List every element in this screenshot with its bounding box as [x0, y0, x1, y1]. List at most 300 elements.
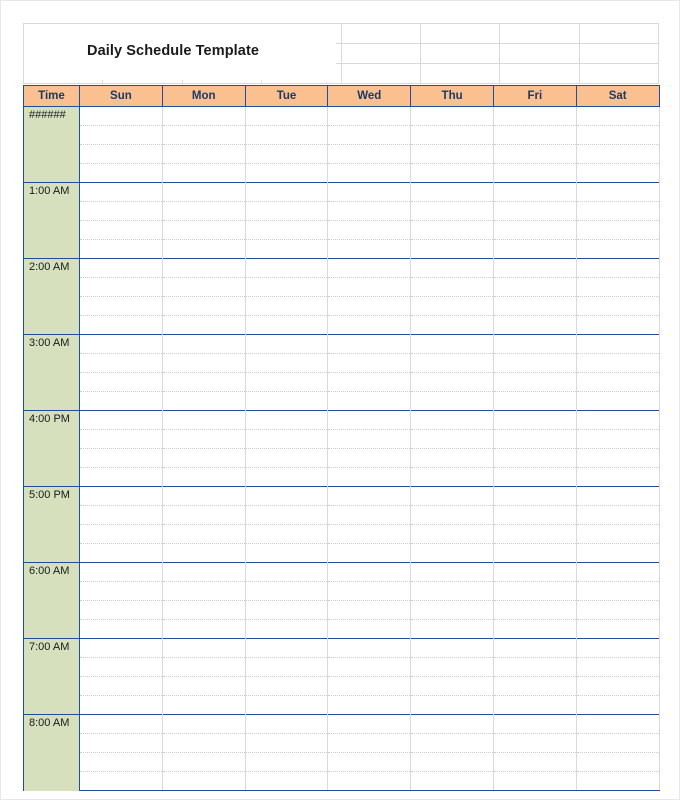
- schedule-cell[interactable]: [576, 221, 659, 240]
- schedule-cell[interactable]: [245, 164, 328, 183]
- schedule-cell[interactable]: [162, 677, 245, 696]
- schedule-cell[interactable]: [245, 316, 328, 335]
- schedule-cell[interactable]: [493, 126, 576, 145]
- schedule-cell[interactable]: [328, 240, 411, 259]
- schedule-cell[interactable]: [576, 202, 659, 221]
- schedule-cell[interactable]: [80, 278, 163, 297]
- column-header-sun: Sun: [80, 86, 163, 107]
- schedule-cell[interactable]: [80, 734, 163, 753]
- schedule-cell[interactable]: [576, 582, 659, 601]
- schedule-cell[interactable]: [80, 316, 163, 335]
- schedule-cell[interactable]: [576, 259, 659, 278]
- schedule-cell[interactable]: [328, 145, 411, 164]
- schedule-cell[interactable]: [411, 639, 494, 658]
- schedule-cell[interactable]: [162, 734, 245, 753]
- title-grid-cell: [341, 44, 420, 64]
- schedule-cell[interactable]: [493, 487, 576, 506]
- table-row: [24, 107, 660, 126]
- schedule-cell[interactable]: [80, 658, 163, 677]
- schedule-cell[interactable]: [576, 696, 659, 715]
- table-row: [24, 506, 660, 525]
- schedule-cell[interactable]: [162, 297, 245, 316]
- schedule-cell[interactable]: [328, 107, 411, 126]
- schedule-cell[interactable]: [245, 183, 328, 202]
- schedule-cell[interactable]: [411, 658, 494, 677]
- schedule-cell[interactable]: [80, 126, 163, 145]
- schedule-cell[interactable]: [245, 487, 328, 506]
- schedule-cell[interactable]: [80, 772, 163, 791]
- schedule-cell[interactable]: [576, 677, 659, 696]
- schedule-cell[interactable]: [162, 164, 245, 183]
- schedule-cell[interactable]: [80, 696, 163, 715]
- schedule-cell[interactable]: [411, 392, 494, 411]
- schedule-cell[interactable]: [162, 202, 245, 221]
- schedule-cell[interactable]: [80, 183, 163, 202]
- schedule-cell[interactable]: [162, 221, 245, 240]
- schedule-cell[interactable]: [493, 392, 576, 411]
- schedule-cell[interactable]: [245, 449, 328, 468]
- schedule-cell[interactable]: [576, 107, 659, 126]
- schedule-cell[interactable]: [245, 525, 328, 544]
- schedule-cell[interactable]: [493, 430, 576, 449]
- schedule-cell[interactable]: [245, 734, 328, 753]
- schedule-cell[interactable]: [576, 316, 659, 335]
- title-grid-cell: [420, 44, 499, 64]
- table-row: [24, 145, 660, 164]
- schedule-cell[interactable]: [80, 449, 163, 468]
- schedule-cell[interactable]: [411, 430, 494, 449]
- schedule-cell[interactable]: [576, 449, 659, 468]
- schedule-cell[interactable]: [328, 487, 411, 506]
- column-header-thu: Thu: [411, 86, 494, 107]
- schedule-cell[interactable]: [411, 183, 494, 202]
- table-row: [24, 563, 660, 582]
- schedule-cell[interactable]: [493, 335, 576, 354]
- schedule-cell[interactable]: [493, 715, 576, 734]
- schedule-cell[interactable]: [80, 563, 163, 582]
- table-row: [24, 582, 660, 601]
- schedule-cell[interactable]: [80, 392, 163, 411]
- schedule-cell[interactable]: [328, 411, 411, 430]
- schedule-cell[interactable]: [162, 107, 245, 126]
- schedule-cell[interactable]: [245, 373, 328, 392]
- schedule-cell[interactable]: [80, 202, 163, 221]
- table-row: [24, 259, 660, 278]
- schedule-cell[interactable]: [576, 240, 659, 259]
- schedule-cell[interactable]: [80, 430, 163, 449]
- table-row: [24, 487, 660, 506]
- schedule-cell[interactable]: [493, 449, 576, 468]
- schedule-cell[interactable]: [328, 335, 411, 354]
- schedule-cell[interactable]: [162, 487, 245, 506]
- table-row: [24, 449, 660, 468]
- schedule-cell[interactable]: [493, 183, 576, 202]
- schedule-cell[interactable]: [245, 544, 328, 563]
- column-header-mon: Mon: [162, 86, 245, 107]
- table-row: [24, 753, 660, 772]
- schedule-cell[interactable]: [328, 183, 411, 202]
- schedule-cell[interactable]: [162, 145, 245, 164]
- schedule-cell[interactable]: [493, 468, 576, 487]
- table-row: [24, 164, 660, 183]
- schedule-cell[interactable]: [245, 411, 328, 430]
- schedule-cell[interactable]: [328, 221, 411, 240]
- schedule-cell[interactable]: [328, 392, 411, 411]
- schedule-cell[interactable]: [245, 563, 328, 582]
- table-row: [24, 544, 660, 563]
- schedule-cell[interactable]: [162, 715, 245, 734]
- schedule-cell[interactable]: [493, 240, 576, 259]
- schedule-cell[interactable]: [80, 373, 163, 392]
- schedule-cell[interactable]: [411, 544, 494, 563]
- schedule-cell[interactable]: [493, 639, 576, 658]
- table-row: [24, 335, 660, 354]
- schedule-cell[interactable]: [493, 525, 576, 544]
- table-row: [24, 525, 660, 544]
- schedule-cell[interactable]: [80, 715, 163, 734]
- schedule-cell[interactable]: [493, 506, 576, 525]
- schedule-cell[interactable]: [80, 221, 163, 240]
- column-header-time: Time: [24, 86, 80, 107]
- schedule-cell[interactable]: [245, 620, 328, 639]
- schedule-cell[interactable]: [80, 582, 163, 601]
- time-cell: ######: [24, 107, 80, 183]
- schedule-cell[interactable]: [411, 620, 494, 639]
- column-header-tue: Tue: [245, 86, 328, 107]
- schedule-cell[interactable]: [411, 506, 494, 525]
- schedule-cell[interactable]: [245, 753, 328, 772]
- schedule-cell[interactable]: [411, 563, 494, 582]
- schedule-cell[interactable]: [245, 145, 328, 164]
- schedule-cell[interactable]: [80, 525, 163, 544]
- schedule-cell[interactable]: [576, 145, 659, 164]
- schedule-cell[interactable]: [245, 335, 328, 354]
- schedule-cell[interactable]: [328, 449, 411, 468]
- schedule-cell[interactable]: [576, 468, 659, 487]
- schedule-cell[interactable]: [328, 506, 411, 525]
- schedule-cell[interactable]: [411, 316, 494, 335]
- schedule-cell[interactable]: [411, 145, 494, 164]
- schedule-cell[interactable]: [493, 601, 576, 620]
- schedule-cell[interactable]: [162, 525, 245, 544]
- table-row: [24, 696, 660, 715]
- column-header-fri: Fri: [493, 86, 576, 107]
- schedule-cell[interactable]: [245, 126, 328, 145]
- title-grid-cell: [579, 24, 658, 44]
- schedule-cell[interactable]: [493, 582, 576, 601]
- schedule-cell[interactable]: [328, 259, 411, 278]
- schedule-cell[interactable]: [411, 525, 494, 544]
- schedule-cell[interactable]: [411, 164, 494, 183]
- schedule-cell[interactable]: [245, 107, 328, 126]
- schedule-cell[interactable]: [576, 772, 659, 791]
- schedule-cell[interactable]: [493, 354, 576, 373]
- table-row: [24, 430, 660, 449]
- schedule-cell[interactable]: [493, 696, 576, 715]
- schedule-cell[interactable]: [80, 411, 163, 430]
- schedule-cell[interactable]: [328, 601, 411, 620]
- schedule-cell[interactable]: [80, 297, 163, 316]
- schedule-cell[interactable]: [80, 506, 163, 525]
- schedule-cell[interactable]: [576, 430, 659, 449]
- schedule-cell[interactable]: [162, 753, 245, 772]
- schedule-cell[interactable]: [576, 392, 659, 411]
- schedule-cell[interactable]: [80, 601, 163, 620]
- schedule-cell[interactable]: [328, 373, 411, 392]
- schedule-cell[interactable]: [493, 411, 576, 430]
- schedule-cell[interactable]: [80, 753, 163, 772]
- schedule-cell[interactable]: [576, 297, 659, 316]
- schedule-cell[interactable]: [576, 715, 659, 734]
- schedule-cell[interactable]: [245, 278, 328, 297]
- title-grid-cell: [500, 64, 579, 84]
- schedule-cell[interactable]: [576, 373, 659, 392]
- schedule-cell[interactable]: [576, 354, 659, 373]
- schedule-cell[interactable]: [411, 354, 494, 373]
- schedule-cell[interactable]: [576, 620, 659, 639]
- schedule-cell[interactable]: [576, 639, 659, 658]
- schedule-cell[interactable]: [80, 335, 163, 354]
- schedule-cell[interactable]: [411, 126, 494, 145]
- schedule-cell[interactable]: [162, 772, 245, 791]
- schedule-cell[interactable]: [162, 506, 245, 525]
- schedule-cell[interactable]: [493, 620, 576, 639]
- schedule-cell[interactable]: [411, 753, 494, 772]
- schedule-cell[interactable]: [162, 354, 245, 373]
- schedule-cell[interactable]: [493, 145, 576, 164]
- schedule-cell[interactable]: [493, 316, 576, 335]
- schedule-cell[interactable]: [245, 582, 328, 601]
- schedule-cell[interactable]: [493, 297, 576, 316]
- schedule-cell[interactable]: [411, 278, 494, 297]
- schedule-cell[interactable]: [576, 335, 659, 354]
- schedule-cell[interactable]: [411, 449, 494, 468]
- schedule-cell[interactable]: [245, 506, 328, 525]
- schedule-cell[interactable]: [328, 468, 411, 487]
- table-row: [24, 278, 660, 297]
- time-cell: 8:00 AM: [24, 715, 80, 791]
- schedule-cell[interactable]: [411, 240, 494, 259]
- table-row: [24, 715, 660, 734]
- schedule-cell[interactable]: [328, 696, 411, 715]
- schedule-cell[interactable]: [162, 639, 245, 658]
- schedule-cell[interactable]: [162, 259, 245, 278]
- schedule-cell[interactable]: [493, 544, 576, 563]
- schedule-cell[interactable]: [576, 658, 659, 677]
- schedule-cell[interactable]: [162, 411, 245, 430]
- schedule-cell[interactable]: [80, 145, 163, 164]
- table-row: [24, 639, 660, 658]
- schedule-cell[interactable]: [411, 677, 494, 696]
- schedule-cell[interactable]: [411, 259, 494, 278]
- table-row: [24, 392, 660, 411]
- schedule-cell[interactable]: [162, 696, 245, 715]
- schedule-cell[interactable]: [162, 544, 245, 563]
- schedule-cell[interactable]: [245, 696, 328, 715]
- schedule-cell[interactable]: [576, 278, 659, 297]
- schedule-cell[interactable]: [328, 582, 411, 601]
- schedule-cell[interactable]: [162, 601, 245, 620]
- schedule-cell[interactable]: [80, 544, 163, 563]
- schedule-cell[interactable]: [493, 259, 576, 278]
- schedule-cell[interactable]: [328, 772, 411, 791]
- schedule-cell[interactable]: [411, 373, 494, 392]
- table-row: [24, 183, 660, 202]
- schedule-cell[interactable]: [162, 240, 245, 259]
- schedule-cell[interactable]: [328, 734, 411, 753]
- page-title: Daily Schedule Template: [85, 43, 265, 59]
- schedule-cell[interactable]: [411, 202, 494, 221]
- schedule-cell[interactable]: [576, 734, 659, 753]
- schedule-cell[interactable]: [328, 202, 411, 221]
- time-cell: 7:00 AM: [24, 639, 80, 715]
- schedule-cell[interactable]: [162, 468, 245, 487]
- schedule-cell[interactable]: [245, 202, 328, 221]
- schedule-cell[interactable]: [245, 658, 328, 677]
- schedule-cell[interactable]: [162, 658, 245, 677]
- schedule-cell[interactable]: [328, 297, 411, 316]
- schedule-cell[interactable]: [493, 753, 576, 772]
- table-row: [24, 126, 660, 145]
- schedule-cell[interactable]: [328, 753, 411, 772]
- schedule-cell[interactable]: [411, 696, 494, 715]
- schedule-cell[interactable]: [245, 715, 328, 734]
- schedule-cell[interactable]: [493, 677, 576, 696]
- schedule-cell[interactable]: [162, 449, 245, 468]
- schedule-cell[interactable]: [493, 278, 576, 297]
- schedule-cell[interactable]: [576, 753, 659, 772]
- schedule-cell[interactable]: [245, 677, 328, 696]
- table-row: [24, 373, 660, 392]
- schedule-cell[interactable]: [80, 677, 163, 696]
- schedule-cell[interactable]: [328, 354, 411, 373]
- schedule-cell[interactable]: [576, 164, 659, 183]
- schedule-cell[interactable]: [576, 601, 659, 620]
- schedule-cell[interactable]: [411, 411, 494, 430]
- schedule-cell[interactable]: [80, 259, 163, 278]
- schedule-cell[interactable]: [328, 316, 411, 335]
- schedule-cell[interactable]: [493, 734, 576, 753]
- schedule-cell[interactable]: [80, 240, 163, 259]
- schedule-cell[interactable]: [411, 297, 494, 316]
- schedule-cell[interactable]: [576, 506, 659, 525]
- schedule-cell[interactable]: [162, 373, 245, 392]
- schedule-cell[interactable]: [411, 487, 494, 506]
- schedule-cell[interactable]: [576, 487, 659, 506]
- schedule-cell[interactable]: [162, 620, 245, 639]
- schedule-cell[interactable]: [328, 126, 411, 145]
- schedule-cell[interactable]: [162, 183, 245, 202]
- schedule-cell[interactable]: [493, 202, 576, 221]
- schedule-cell[interactable]: [411, 221, 494, 240]
- schedule-cell[interactable]: [411, 734, 494, 753]
- schedule-cell[interactable]: [245, 297, 328, 316]
- schedule-cell[interactable]: [80, 639, 163, 658]
- schedule-cell[interactable]: [162, 278, 245, 297]
- schedule-cell[interactable]: [245, 240, 328, 259]
- schedule-cell[interactable]: [411, 582, 494, 601]
- schedule-cell[interactable]: [245, 430, 328, 449]
- schedule-cell[interactable]: [493, 164, 576, 183]
- schedule-cell[interactable]: [411, 715, 494, 734]
- schedule-cell[interactable]: [411, 468, 494, 487]
- schedule-cell[interactable]: [80, 164, 163, 183]
- schedule-cell[interactable]: [411, 601, 494, 620]
- time-cell: 5:00 PM: [24, 487, 80, 563]
- schedule-cell[interactable]: [576, 544, 659, 563]
- schedule-cell[interactable]: [493, 563, 576, 582]
- schedule-cell[interactable]: [328, 544, 411, 563]
- table-row: [24, 411, 660, 430]
- table-row: [24, 316, 660, 335]
- schedule-cell[interactable]: [80, 620, 163, 639]
- table-row: [24, 677, 660, 696]
- schedule-cell[interactable]: [245, 772, 328, 791]
- schedule-cell[interactable]: [576, 563, 659, 582]
- title-grid-cell: [579, 44, 658, 64]
- schedule-cell[interactable]: [328, 620, 411, 639]
- schedule-cell[interactable]: [328, 430, 411, 449]
- schedule-cell[interactable]: [493, 373, 576, 392]
- schedule-cell[interactable]: [80, 107, 163, 126]
- title-grid-cell: [341, 64, 420, 84]
- title-grid-cell: [500, 44, 579, 64]
- schedule-cell[interactable]: [162, 392, 245, 411]
- schedule-cell[interactable]: [493, 658, 576, 677]
- schedule-cell[interactable]: [162, 582, 245, 601]
- time-cell: 4:00 PM: [24, 411, 80, 487]
- schedule-cell[interactable]: [245, 354, 328, 373]
- schedule-cell[interactable]: [162, 335, 245, 354]
- schedule-cell[interactable]: [576, 525, 659, 544]
- schedule-cell[interactable]: [328, 677, 411, 696]
- schedule-cell[interactable]: [80, 468, 163, 487]
- schedule-cell[interactable]: [576, 183, 659, 202]
- schedule-cell[interactable]: [411, 335, 494, 354]
- schedule-cell[interactable]: [245, 392, 328, 411]
- schedule-cell[interactable]: [162, 126, 245, 145]
- schedule-cell[interactable]: [328, 278, 411, 297]
- schedule-cell[interactable]: [493, 221, 576, 240]
- schedule-cell[interactable]: [245, 468, 328, 487]
- schedule-cell[interactable]: [493, 107, 576, 126]
- schedule-cell[interactable]: [576, 126, 659, 145]
- schedule-cell[interactable]: [328, 563, 411, 582]
- schedule-cell[interactable]: [162, 316, 245, 335]
- table-row: [24, 297, 660, 316]
- schedule-cell[interactable]: [328, 525, 411, 544]
- schedule-cell[interactable]: [328, 658, 411, 677]
- schedule-cell[interactable]: [411, 107, 494, 126]
- schedule-cell[interactable]: [493, 772, 576, 791]
- table-row: [24, 772, 660, 791]
- schedule-cell[interactable]: [576, 411, 659, 430]
- schedule-cell[interactable]: [245, 221, 328, 240]
- schedule-cell[interactable]: [162, 563, 245, 582]
- schedule-cell[interactable]: [328, 715, 411, 734]
- time-cell: 2:00 AM: [24, 259, 80, 335]
- schedule-cell[interactable]: [245, 601, 328, 620]
- schedule-cell[interactable]: [411, 772, 494, 791]
- schedule-cell[interactable]: [162, 430, 245, 449]
- schedule-cell[interactable]: [328, 639, 411, 658]
- schedule-cell[interactable]: [80, 487, 163, 506]
- title-area: [23, 23, 659, 81]
- schedule-cell[interactable]: [245, 259, 328, 278]
- schedule-cell[interactable]: [245, 639, 328, 658]
- schedule-cell[interactable]: [80, 354, 163, 373]
- schedule-cell[interactable]: [328, 164, 411, 183]
